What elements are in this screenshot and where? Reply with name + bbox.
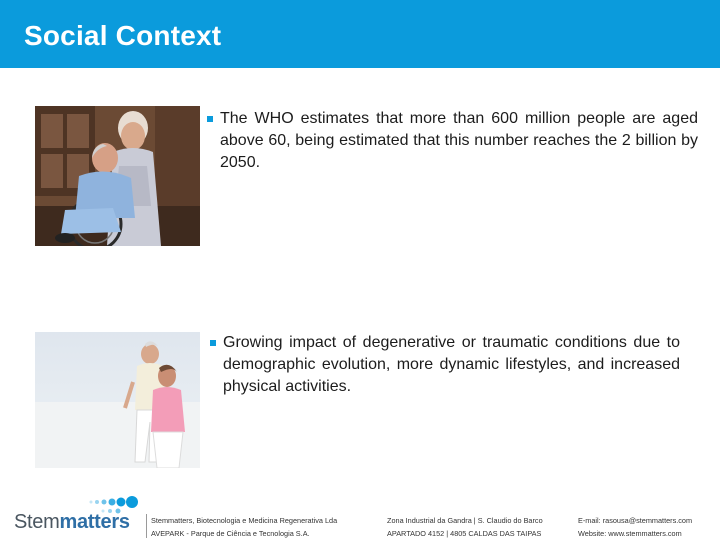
couple-walking-photo <box>35 332 200 468</box>
logo-text-suffix: matters <box>59 511 130 533</box>
slide-title: Social Context <box>24 20 222 51</box>
bullet-marker <box>207 116 213 122</box>
footer-divider <box>146 514 147 538</box>
footer-contact <box>578 514 692 540</box>
footer-company-line: AVEPARK - Parque de Ciência e Tecnologia S.A. <box>151 529 310 538</box>
footer-website[interactable]: Website: www.stemmatters.com <box>578 529 682 538</box>
elderly-wheelchair-photo <box>35 106 200 246</box>
footer-email[interactable]: E-mail: rasousa@stemmatters.com <box>578 516 693 525</box>
bullet-marker <box>210 340 216 346</box>
footer-address-line: APARTADO 4152 | 4805 CALDAS DAS TAIPAS <box>387 529 542 538</box>
footer-address <box>387 514 543 540</box>
stemmatters-logo <box>14 494 132 538</box>
bullet-who-estimates <box>207 108 698 174</box>
bullet-text: The WHO estimates that more than 600 million people are aged above 60, being estimated that this number reaches the 2 billion by 2050. <box>220 110 698 171</box>
footer <box>0 490 720 540</box>
logo-text-prefix: Stem <box>14 511 60 533</box>
footer-company <box>151 514 337 540</box>
title-bar <box>0 0 720 68</box>
footer-address-line: Zona Industrial da Gandra | S. Claudio do Barco <box>387 516 543 525</box>
logo-wordmark <box>14 511 130 534</box>
bullet-degenerative-conditions <box>210 332 680 398</box>
bullet-text: Growing impact of degenerative or traumatic conditions due to demographic evolution, more dynamic lifestyles, and increased physical activities. <box>223 334 680 395</box>
footer-company-line: Stemmatters, Biotecnologia e Medicina Regenerativa Lda <box>151 516 338 525</box>
